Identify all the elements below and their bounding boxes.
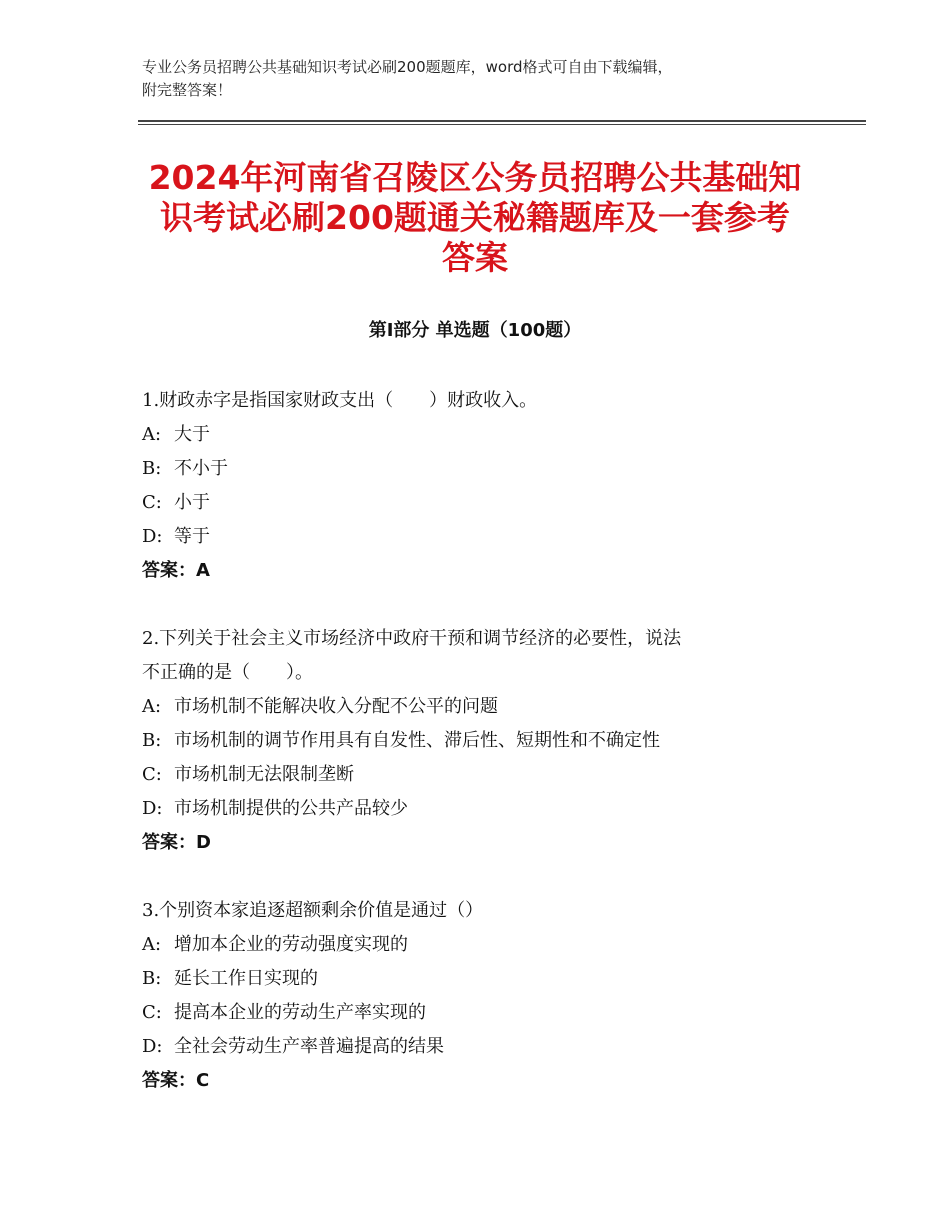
option-text: 提高本企业的劳动生产率实现的 [174, 1002, 426, 1023]
option-d [142, 520, 822, 554]
option-text: 市场机制提供的公共产品较少 [174, 798, 408, 819]
option-b [142, 724, 822, 758]
question-stem: 2.下列关于社会主义市场经济中政府干预和调节经济的必要性，说法 [142, 628, 682, 649]
section-heading: 第Ⅰ部分 单选题（100题） [368, 320, 582, 341]
option-letter: C: [142, 1002, 162, 1023]
answer-line: 答案：A [142, 560, 210, 581]
document-title-line-3: 答案 [442, 238, 508, 277]
question-stem: 3.个别资本家追逐超额剩余价值是通过（） [142, 900, 484, 921]
question-1 [142, 384, 822, 588]
option-text: 市场机制无法限制垄断 [174, 764, 354, 785]
answer-line: 答案：C [142, 1070, 210, 1091]
option-letter: C: [142, 492, 162, 513]
option-letter: A: [142, 696, 162, 717]
option-c [142, 758, 822, 792]
document-title-line-1: 2024年河南省召陵区公务员招聘公共基础知 [148, 158, 802, 197]
question-list [142, 384, 822, 1132]
option-text: 不小于 [174, 458, 228, 479]
option-c [142, 486, 822, 520]
question-stem: 1.财政赤字是指国家财政支出（ ）财政收入。 [142, 390, 538, 411]
option-text: 全社会劳动生产率普遍提高的结果 [174, 1036, 444, 1057]
option-c [142, 996, 822, 1030]
option-b [142, 962, 822, 996]
question-2 [142, 622, 822, 860]
option-d [142, 1030, 822, 1064]
option-letter: B: [142, 968, 162, 989]
option-letter: A: [142, 934, 162, 955]
option-a [142, 928, 822, 962]
option-text: 增加本企业的劳动强度实现的 [174, 934, 408, 955]
option-letter: D: [142, 526, 163, 547]
option-d [142, 792, 822, 826]
option-b [142, 452, 822, 486]
option-letter: B: [142, 730, 162, 751]
header-divider [138, 120, 866, 125]
option-text: 延长工作日实现的 [174, 968, 318, 989]
option-letter: C: [142, 764, 162, 785]
option-text: 小于 [174, 492, 210, 513]
question-3 [142, 894, 822, 1098]
header-note-line-1: 专业公务员招聘公共基础知识考试必刷200题题库，word格式可自由下载编辑， [142, 58, 673, 76]
option-letter: D: [142, 1036, 163, 1057]
answer-line: 答案：D [142, 832, 211, 853]
option-letter: D: [142, 798, 163, 819]
option-letter: B: [142, 458, 162, 479]
option-letter: A: [142, 424, 162, 445]
option-a [142, 418, 822, 452]
document-title [120, 158, 830, 278]
header-note [142, 56, 822, 102]
question-stem-continued: 不正确的是（ ）。 [142, 662, 313, 683]
option-text: 市场机制的调节作用具有自发性、滞后性、短期性和不确定性 [174, 730, 660, 751]
option-a [142, 690, 822, 724]
option-text: 大于 [174, 424, 210, 445]
option-text: 等于 [174, 526, 210, 547]
header-note-line-2: 附完整答案！ [142, 81, 233, 99]
option-text: 市场机制不能解决收入分配不公平的问题 [174, 696, 498, 717]
document-title-line-2: 识考试必刷200题通关秘籍题库及一套参考 [160, 198, 790, 237]
